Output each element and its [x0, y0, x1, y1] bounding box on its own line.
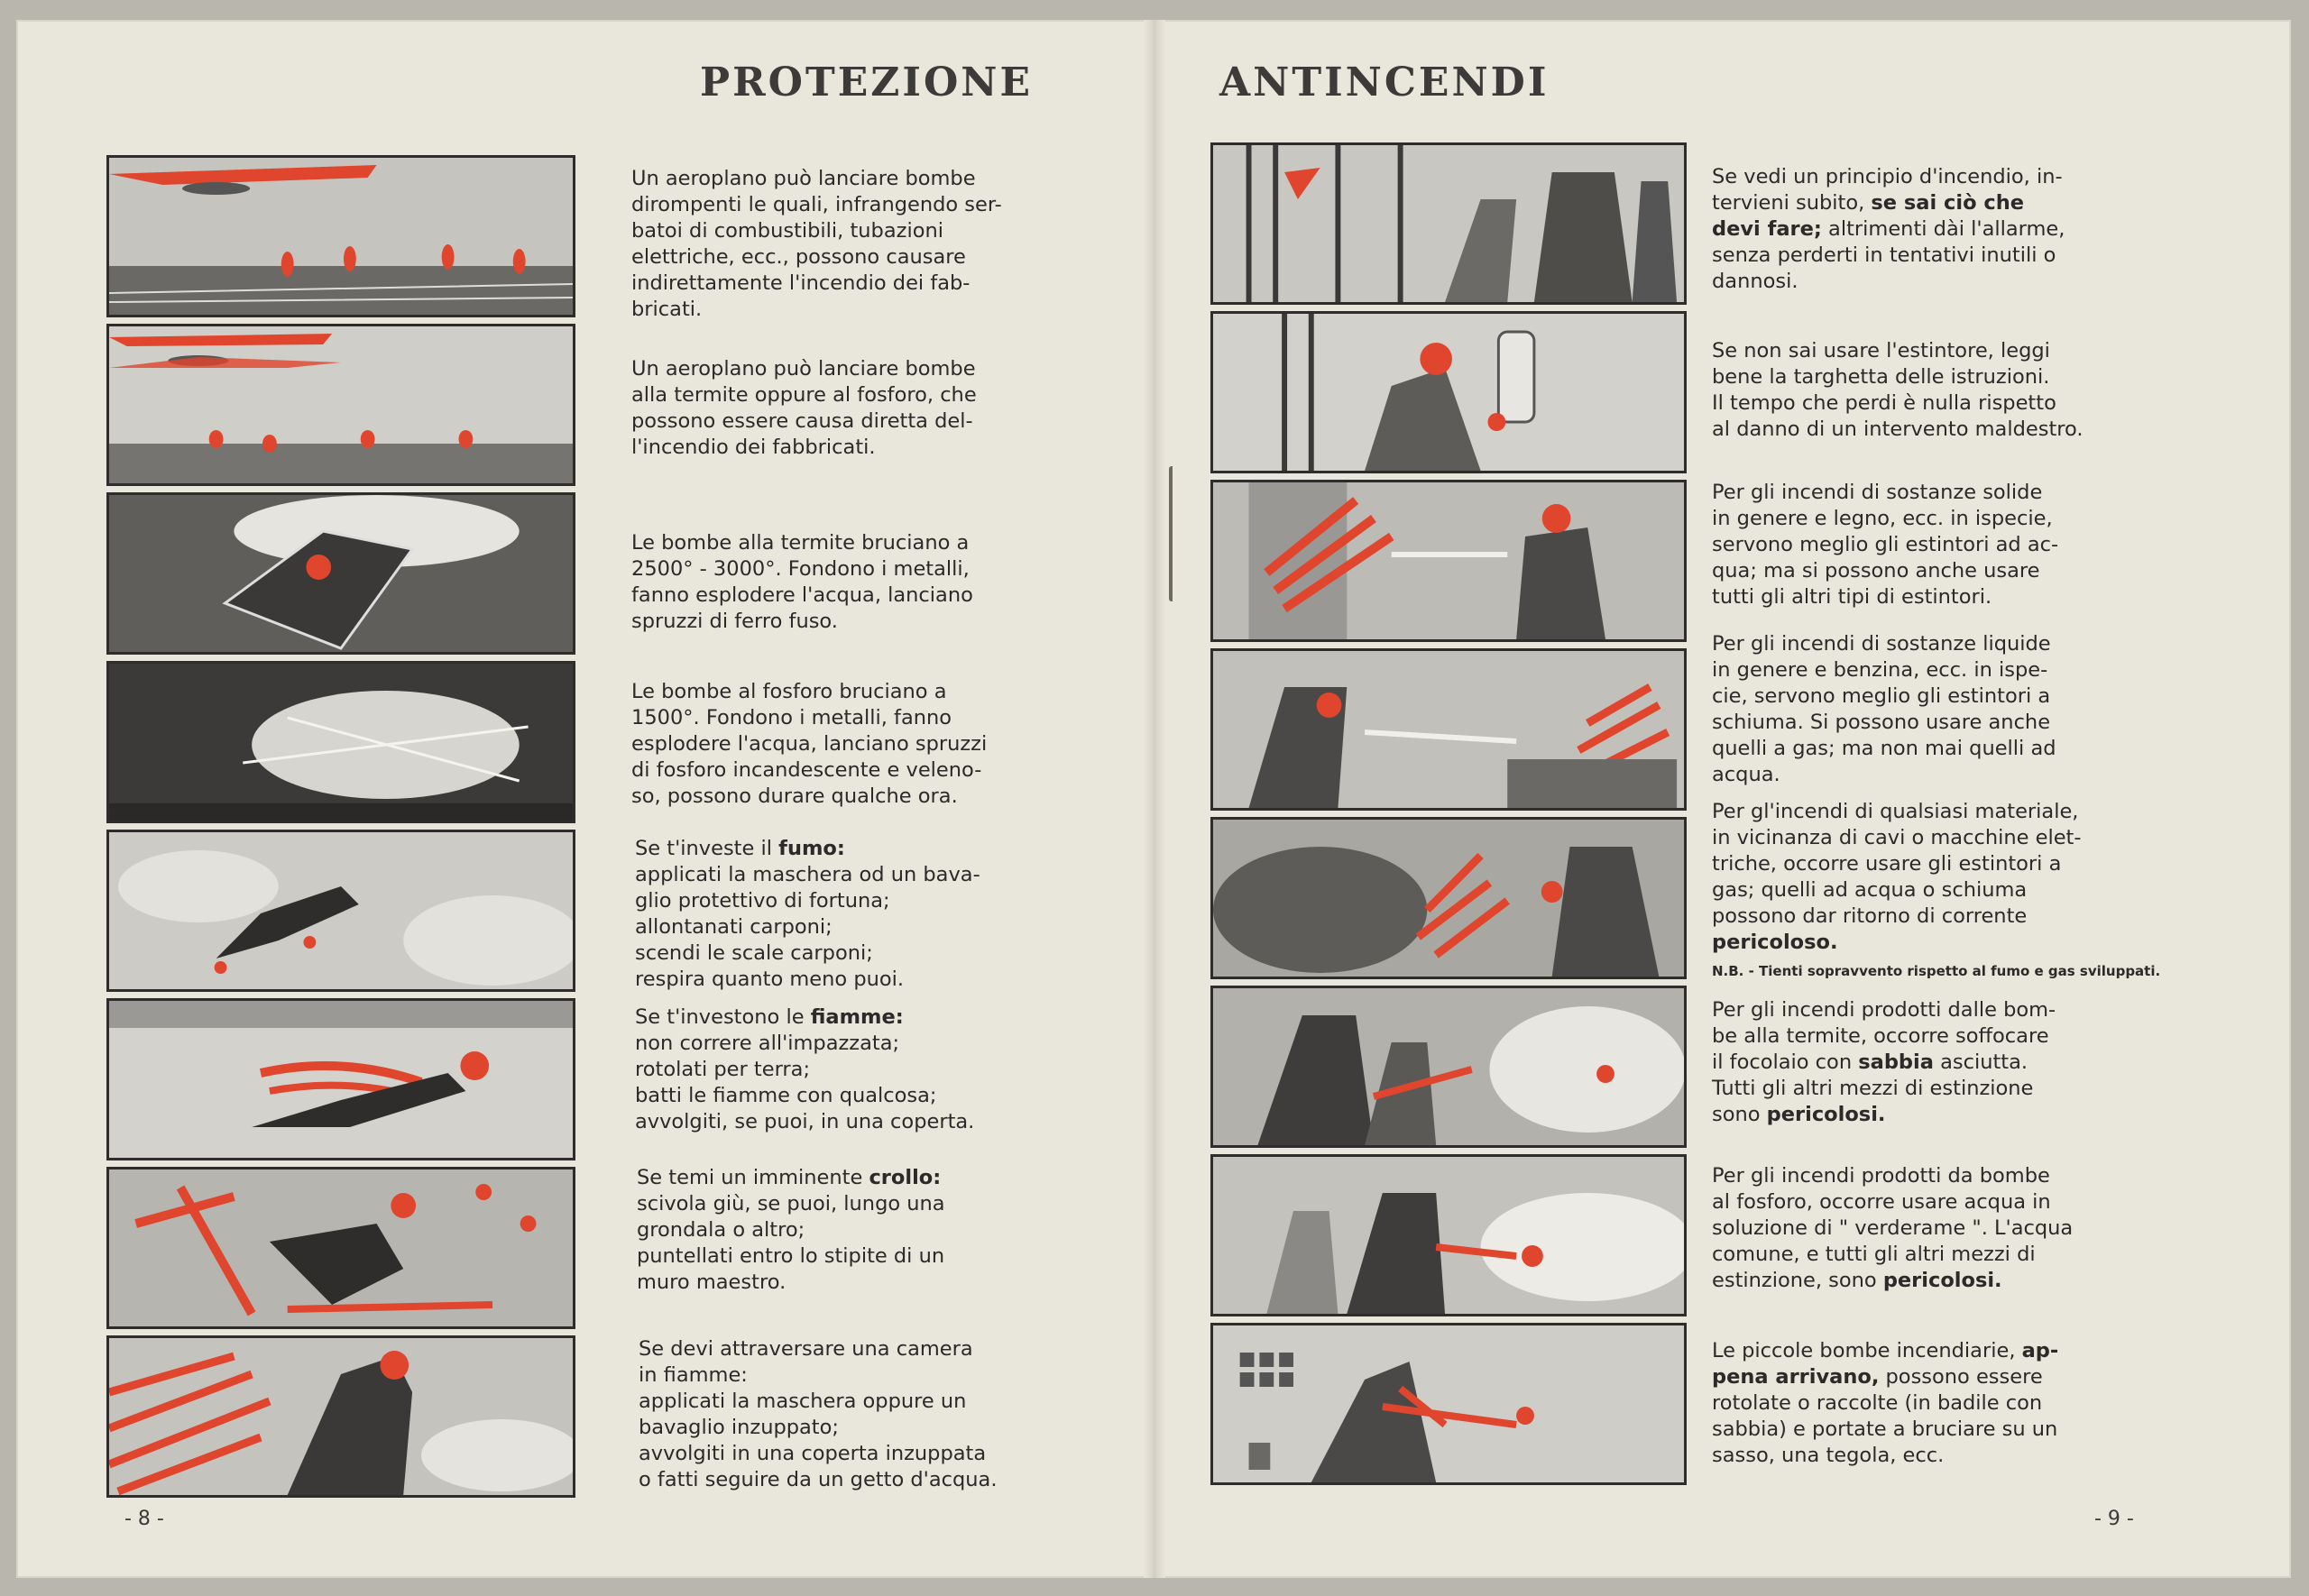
shovel-bomb-icon	[1210, 1323, 1687, 1485]
crawling-man-icon	[106, 830, 575, 992]
p5-a: Per gl'incendi di qualsiasi materiale, in vicinanza di cavi o macchine elet- triche, occorre usare gli estintori a gas; quelli ad acqua o schiuma possono dar ritorno di corrente	[1712, 800, 2082, 928]
p1-c: altrimenti dài l'allarme, senza perderti in tentativi inutili o dannosi.	[1712, 217, 2065, 293]
collapse-man-icon	[106, 1167, 575, 1329]
p7-keyword: pericolosi.	[1882, 1269, 2002, 1292]
foam-extinguisher-icon	[1210, 648, 1687, 811]
verderame-phosphorus-icon	[1210, 1154, 1687, 1316]
p1-a: Se vedi un principio d'incendio, in- tervieni subito,	[1712, 165, 2063, 215]
note-sopravvento: N.B. - Tienti sopravvento rispetto al fumo e gas sviluppati.	[1712, 963, 2161, 979]
page-number-left: - 8 -	[124, 1508, 164, 1530]
p6-a: Per gli incendi prodotti dalle bom- be alla termite, occorre soffocare il focolaio con	[1712, 998, 2056, 1074]
extinguisher-instructions-icon	[1210, 311, 1687, 473]
smoke-intro: Se t'investe il	[635, 837, 779, 860]
flames-rest: non correre all'impazzata; rotolati per terra; batti le fiamme con qualcosa; avvolgiti, se puoi, in una coperta.	[635, 1032, 975, 1133]
booklet-spread	[16, 20, 2291, 1578]
rolling-man-icon	[106, 998, 575, 1160]
text-flames	[635, 1004, 974, 1135]
right-illustrations	[1210, 142, 1687, 1491]
aeroplane-incendiary-city-icon	[106, 324, 575, 486]
text-termite-bombs: Le bombe alla termite bruciano a 2500° - 3000°. Fondono i metalli, fanno esplodere l'acqua, lanciano spruzzi di ferro fuso.	[631, 531, 973, 633]
text-sostanze-solide: Per gli incendi di sostanze solide in genere e legno, ecc. in ispecie, servono meglio gli estintori ad ac- qua; ma si possono anche usare tutti gli altri tipi di estintori.	[1712, 481, 2059, 609]
phosphorus-bomb-icon	[106, 661, 575, 823]
p6-keyword-sabbia: sabbia	[1858, 1050, 1934, 1074]
text-aeroplane-dirompenti: Un aeroplano può lanciare bombe dirompenti le quali, infrangendo ser- batoi di combustibili, tubazioni elettriche, ecc., possono causare indirettamente l'incendio dei fab- bricati.	[631, 167, 1002, 321]
text-termite-sabbia	[1712, 997, 2056, 1128]
p6-keyword-pericolosi: pericolosi.	[1766, 1103, 1886, 1126]
p6-c: asciutta. Tutti gli altri mezzi di estinzione sono	[1712, 1050, 2034, 1126]
aeroplane-bombing-city-icon	[106, 155, 575, 317]
text-fosforo-verderame	[1712, 1163, 2073, 1294]
collapse-intro: Se temi un imminente	[637, 1166, 869, 1189]
smoke-keyword: fumo:	[778, 837, 845, 860]
p8-c: possono essere rotolate o raccolte (in badile con sabbia) e portate a bruciare su un sasso, una tegola, ecc.	[1712, 1365, 2058, 1467]
left-page	[16, 20, 1153, 1578]
collapse-rest: scivola giù, se puoi, lungo una grondala o altro; puntellati entro lo stipite di un muro maestro.	[637, 1192, 945, 1294]
page-title-left: PROTEZIONE	[700, 60, 1034, 105]
termite-bomb-icon	[106, 492, 575, 655]
text-collapse	[637, 1165, 945, 1296]
collapse-keyword: crollo:	[869, 1166, 942, 1189]
p8-keyword: ap- pena arrivano,	[1712, 1339, 2059, 1389]
p1-keyword: se sai ciò che devi fare;	[1712, 191, 2024, 241]
water-extinguisher-icon	[1210, 480, 1687, 642]
text-smoke	[635, 836, 980, 993]
firemen-alarm-icon	[1210, 142, 1687, 305]
text-macchine-elettriche	[1712, 799, 2081, 956]
text-phosphorus-bombs: Le bombe al fosforo bruciano a 1500°. Fondono i metalli, fanno esplodere l'acqua, lanciano spruzzi di fosforo incandescente e veleno- so, possono durare qualche ora.	[631, 680, 988, 808]
gas-extinguisher-icon	[1210, 817, 1687, 979]
masked-man-flames-icon	[106, 1335, 575, 1498]
text-principio-incendio	[1712, 164, 2065, 295]
text-aeroplane-incendiary: Un aeroplano può lanciare bombe alla termite oppure al fosforo, che possono essere causa diretta del- l'incendio dei fabbricati.	[631, 357, 977, 459]
p5-keyword: pericoloso.	[1712, 931, 1838, 954]
smoke-rest: applicati la maschera od un bava- glio protettivo di fortuna; allontanati carponi; scendi le scale carponi; respira quanto meno puoi.	[635, 863, 980, 991]
text-room-in-flames: Se devi attraversare una camera in fiamme: applicati la maschera oppure un bavaglio inzuppato; avvolgiti in una coperta inzuppata o fatti seguire da un getto d'acqua.	[639, 1337, 998, 1491]
page-title-right: ANTINCENDI	[1219, 60, 1550, 105]
sand-termite-icon	[1210, 986, 1687, 1148]
page-number-right: - 9 -	[2094, 1508, 2134, 1530]
flames-intro: Se t'investono le	[635, 1005, 811, 1029]
text-piccole-bombe	[1712, 1338, 2058, 1469]
left-illustrations	[106, 155, 575, 1504]
p7-a: Per gli incendi prodotti da bombe al fosforo, occorre usare acqua in soluzione di " verderame ". L'acqua comune, e tutti gli altri mezzi di estinzione, sono	[1712, 1164, 2074, 1292]
flames-keyword: fiamme:	[810, 1005, 904, 1029]
p8-a: Le piccole bombe incendiarie,	[1712, 1339, 2022, 1362]
text-estintore-istruzioni: Se non sai usare l'estintore, leggi bene la targhetta delle istruzioni. Il tempo che perdi è nulla rispetto al danno di un intervento maldestro.	[1712, 339, 2084, 441]
text-sostanze-liquide: Per gli incendi di sostanze liquide in genere e benzina, ecc. in ispe- cie, servono meglio gli estintori a schiuma. Si possono usare anche quelli a gas; ma non mai quelli ad acqua.	[1712, 632, 2056, 786]
